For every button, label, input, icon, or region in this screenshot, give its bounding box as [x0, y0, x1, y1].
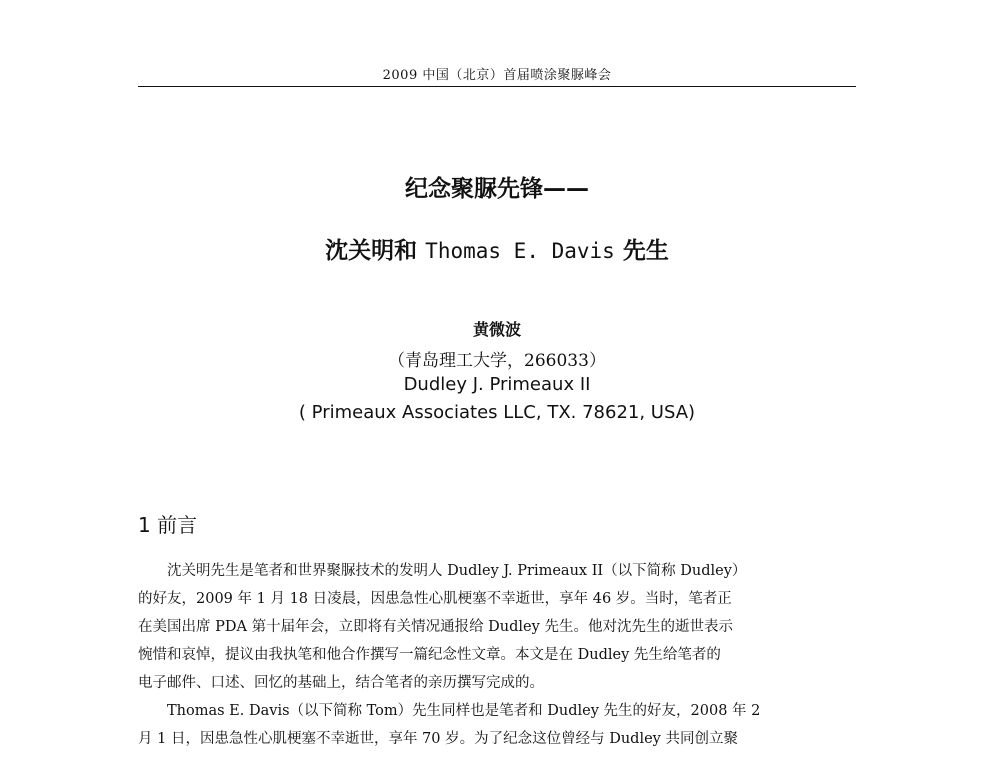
paragraph-line: 电子邮件、口述、回忆的基础上，结合笔者的亲历撰写完成的。 — [138, 675, 544, 691]
paragraph-line: Thomas E. Davis（以下简称 Tom）先生同样也是笔者和 Dudley 先生的好友，2008 年 2 — [167, 703, 761, 719]
paragraph-line: 月 1 日，因患急性心肌梗塞不幸逝世，享年 70 岁。为了纪念这位曾经与 Dudley 共同创立聚 — [138, 731, 738, 747]
running-header: 2009 中国（北京）首届喷涂聚脲峰会 — [382, 68, 612, 83]
author-name-1: 黄微波 — [472, 320, 521, 339]
paragraph-line: 惋惜和哀悼，提议由我执笔和他合作撰写一篇纪念性文章。本文是在 Dudley 先生给笔者的 — [138, 647, 721, 663]
title-line-1: 纪念聚脲先锋—— — [405, 176, 589, 202]
title-line-2-english: Thomas E. Davis — [425, 239, 615, 263]
section-heading: 1 前言 — [138, 513, 198, 537]
paragraph-line: 在美国出席 PDA 第十届年会，立即将有关情况通报给 Dudley 先生。他对沈先生的逝世表示 — [138, 619, 733, 635]
author-affiliation-2: ( Primeaux Associates LLC, TX. 78621, USA) — [298, 402, 696, 423]
author-name-2: Dudley J. Primeaux II — [403, 374, 591, 395]
title-line-2 — [138, 232, 856, 265]
title-line-2-suffix: 先生 — [622, 238, 669, 264]
title-line-2-prefix: 沈关明和 — [325, 238, 418, 264]
header-rule — [138, 86, 856, 87]
paragraph-2 — [138, 697, 856, 753]
author-affiliation-1: （青岛理工大学，266033） — [388, 351, 606, 371]
paragraph-1 — [138, 557, 856, 697]
paragraph-line: 沈关明先生是笔者和世界聚脲技术的发明人 Dudley J. Primeaux II（以下简称 Dudley） — [167, 563, 747, 579]
paragraph-line: 的好友，2009 年 1 月 18 日凌晨，因患急性心肌梗塞不幸逝世，享年 46 岁。当时，笔者正 — [138, 591, 732, 607]
